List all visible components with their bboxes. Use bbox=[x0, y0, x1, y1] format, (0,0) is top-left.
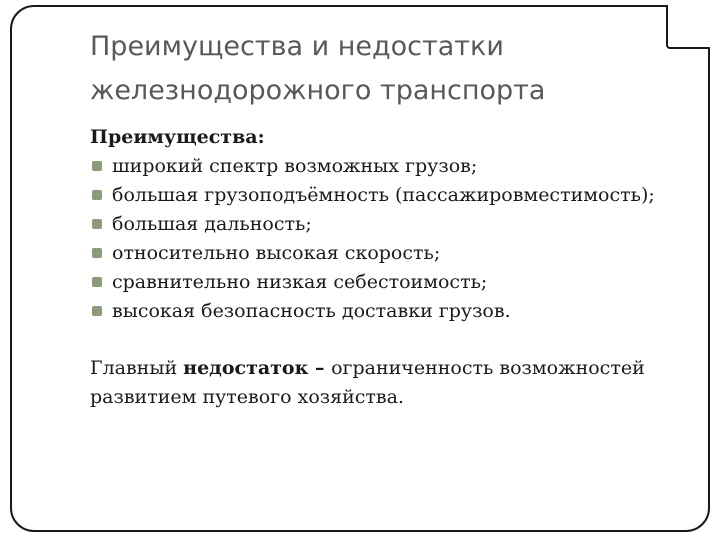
bullet-icon bbox=[92, 248, 102, 258]
bullet-icon bbox=[92, 190, 102, 200]
list-item-text: большая дальность; bbox=[112, 213, 312, 235]
list-item bbox=[90, 181, 710, 210]
list-item bbox=[90, 152, 710, 181]
title-line-1: Преимущества и недостатки bbox=[90, 31, 504, 62]
bullet-icon bbox=[92, 219, 102, 229]
drawback-text: ограниченность возможностей развитием путевого хозяйства. bbox=[90, 357, 645, 408]
slide-frame bbox=[10, 5, 710, 532]
bullet-icon bbox=[92, 277, 102, 287]
list-item bbox=[90, 239, 710, 268]
main-drawback-paragraph bbox=[90, 354, 710, 412]
title-line-2: железнодорожного транспорта bbox=[90, 75, 546, 106]
drawback-prefix: Главный bbox=[90, 357, 184, 379]
bullet-icon bbox=[92, 306, 102, 316]
list-item-text: широкий спектр возможных грузов; bbox=[112, 155, 478, 177]
advantages-list bbox=[90, 152, 710, 326]
list-item bbox=[90, 268, 710, 297]
slide-content bbox=[90, 123, 710, 412]
list-item-text: высокая безопасность доставки грузов. bbox=[112, 300, 511, 322]
slide-title bbox=[90, 25, 650, 113]
bullet-icon bbox=[92, 161, 102, 171]
list-item-text: большая грузоподъёмность (пассажировместимость); bbox=[112, 184, 655, 206]
list-item-text: относительно высокая скорость; bbox=[112, 242, 441, 264]
folded-corner bbox=[666, 5, 710, 49]
advantages-heading: Преимущества: bbox=[90, 126, 265, 148]
list-item bbox=[90, 297, 710, 326]
list-item bbox=[90, 210, 710, 239]
list-item-text: сравнительно низкая себестоимость; bbox=[112, 271, 488, 293]
drawback-emphasis: недостаток – bbox=[183, 357, 332, 379]
